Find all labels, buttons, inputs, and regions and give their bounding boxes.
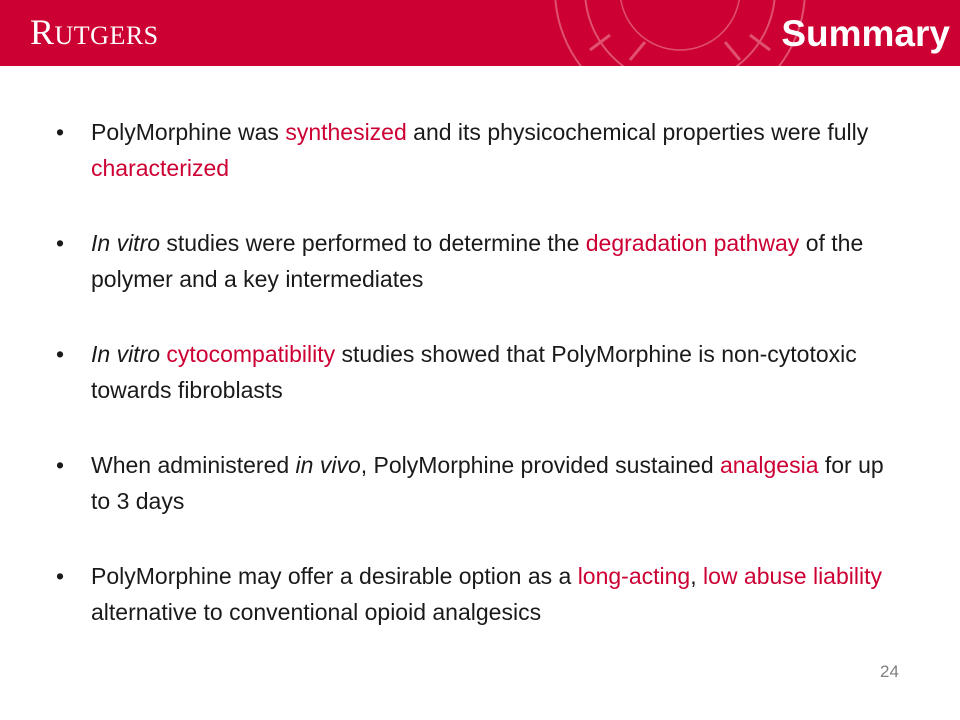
highlight-term: synthesized [285, 119, 407, 145]
highlight-term: degradation pathway [585, 230, 800, 256]
page-number: 24 [880, 662, 899, 681]
bullet-item: • In vitro cytocompatibility studies showed that PolyMorphine is non-cytotoxic towards fibroblasts [56, 336, 896, 408]
highlight-term: low abuse liability [703, 563, 882, 589]
bullet-item: • PolyMorphine was synthesized and its physicochemical properties were fully characterized [56, 114, 896, 186]
highlight-term: long-acting [577, 563, 691, 589]
highlight-term: characterized [91, 155, 230, 181]
rutgers-logo: RUTGERS [30, 12, 159, 52]
italic-term: In vitro [91, 341, 161, 367]
italic-term: In vitro [91, 230, 161, 256]
bullet-item: • PolyMorphine may offer a desirable option as a long-acting, low abuse liability alternative to conventional opioid analgesics [56, 558, 896, 630]
highlight-term: cytocompatibility [166, 341, 336, 367]
bullet-item: • When administered in vivo, PolyMorphine provided sustained analgesia for up to 3 days [56, 447, 896, 519]
slide-title: Summary [781, 13, 950, 54]
italic-term: in vivo [295, 452, 361, 478]
highlight-term: analgesia [720, 452, 819, 478]
slide-header [0, 0, 960, 66]
bullet-list [56, 114, 896, 669]
bullet-item: • In vitro studies were performed to determine the degradation pathway of the polymer and a key intermediates [56, 225, 896, 297]
